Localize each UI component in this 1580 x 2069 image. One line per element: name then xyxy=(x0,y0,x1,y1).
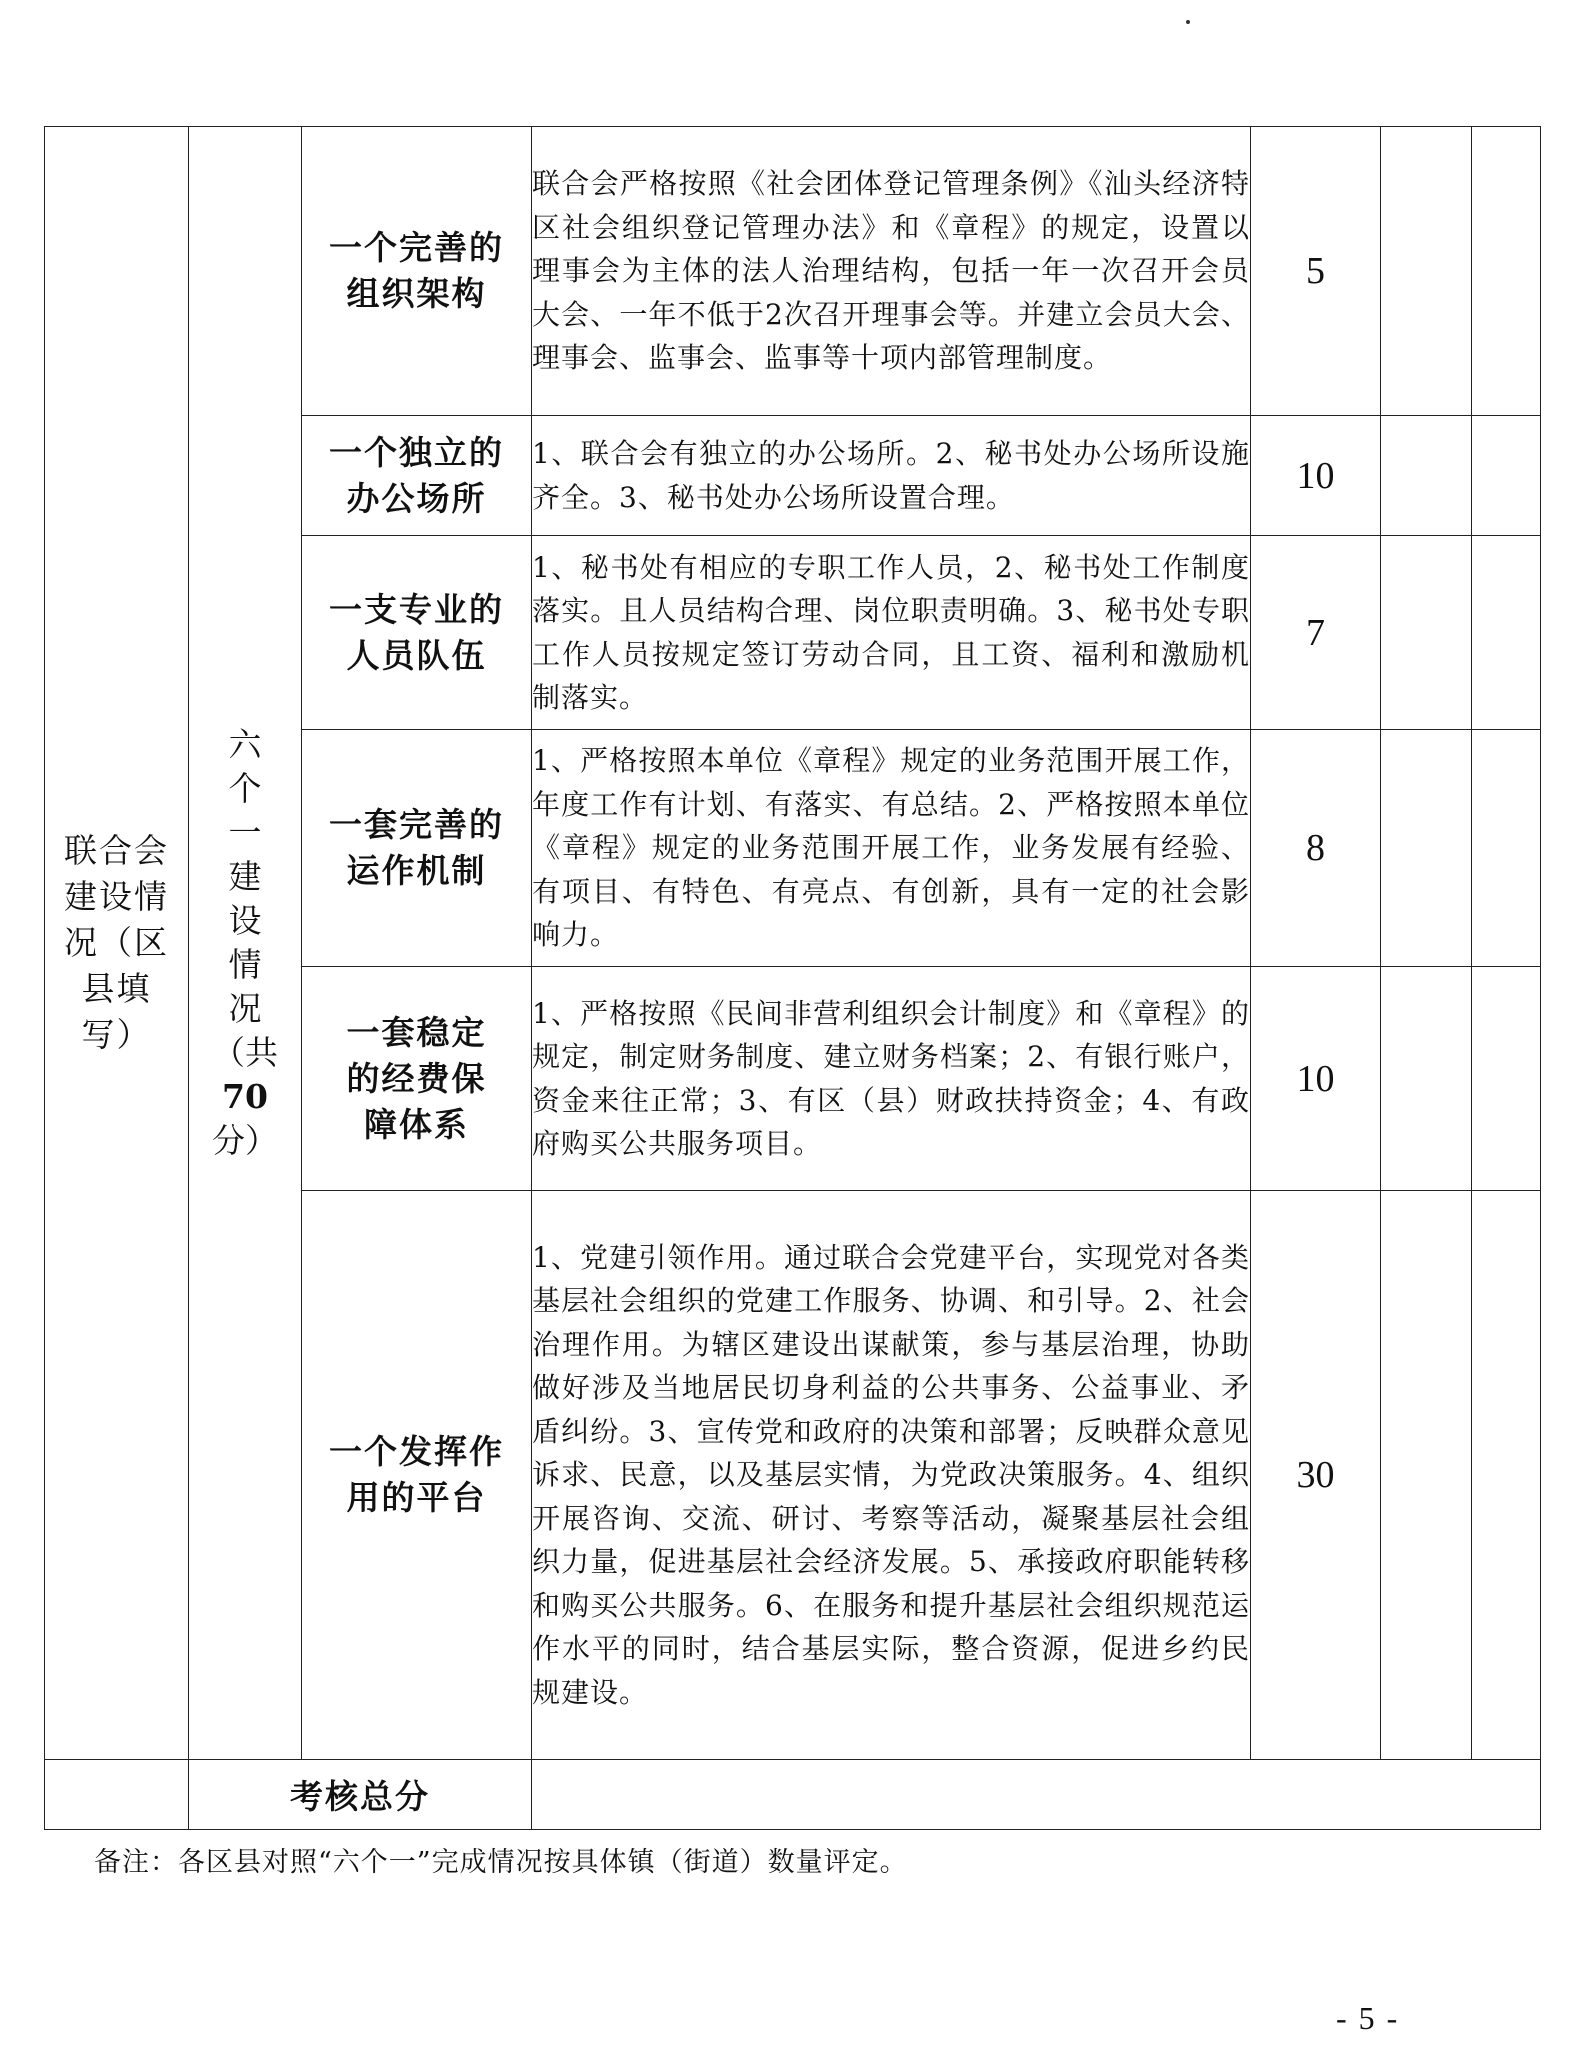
page-number: - 5 - xyxy=(1336,2000,1400,2036)
cell-line: 县填 xyxy=(81,969,152,1008)
cell-line: 联合会 xyxy=(64,831,169,870)
description-cell: 1、严格按照本单位《章程》规定的业务范围开展工作，年度工作有计划、有落实、有总结。2、严格按照本单位《章程》规定的业务范围开展工作，业务发展有经验、有项目、有特色、有亮点、有创新，具有一定的社会影响力。 xyxy=(532,730,1251,967)
cell-line: 设 xyxy=(228,901,262,940)
item-cell xyxy=(302,416,532,536)
score-cell: 10 xyxy=(1251,967,1381,1191)
cell-line: 一个独立的 xyxy=(329,432,504,472)
blank-cell xyxy=(1381,730,1472,967)
score-cell: 5 xyxy=(1251,127,1381,416)
cell-line: （共 xyxy=(212,1033,278,1072)
blank-cell xyxy=(1381,127,1472,416)
score-cell: 8 xyxy=(1251,730,1381,967)
scan-speck xyxy=(1186,20,1190,24)
cell-line: 一套稳定 xyxy=(346,1012,487,1052)
cell-line: 写） xyxy=(81,1015,152,1054)
cell-line: 障体系 xyxy=(364,1104,469,1144)
blank-cell xyxy=(1381,416,1472,536)
description-cell: 1、党建引领作用。通过联合会党建平台，实现党对各类基层社会组织的党建工作服务、协调、和引导。2、社会治理作用。为辖区建设出谋献策，参与基层治理，协助做好涉及当地居民切身利益的公共事务、公益事业、矛盾纠纷。3、宣传党和政府的决策和部署；反映群众意见诉求、民意，以及基层实情，为党政决策服务。4、组织开展咨询、交流、研讨、考察等活动，凝聚基层社会组织力量，促进基层社会经济发展。5、承接政府职能转移和购买公共服务。6、在服务和提升基层社会组织规范运作水平的同时，结合基层实际，整合资源，促进乡约民规建设。 xyxy=(532,1191,1251,1760)
subcategory-cell xyxy=(189,127,302,1760)
cell-line: 70 xyxy=(222,1077,268,1116)
cell-line: 的经费保 xyxy=(346,1058,487,1098)
total-row xyxy=(45,1760,1541,1830)
cell-line: 一 xyxy=(228,813,262,852)
item-cell xyxy=(302,1191,532,1760)
cell-line: 建设情 xyxy=(64,877,169,916)
blank-cell xyxy=(1381,536,1472,730)
blank-cell xyxy=(1472,416,1541,536)
description-cell: 1、联合会有独立的办公场所。2、秘书处办公场所设施齐全。3、秘书处办公场所设置合理。 xyxy=(532,416,1251,536)
cell-line: 办公场所 xyxy=(346,478,487,518)
item-cell xyxy=(302,730,532,967)
cell-line: 分） xyxy=(212,1121,278,1160)
cell-line: 个 xyxy=(228,769,262,808)
description-cell: 1、严格按照《民间非营利组织会计制度》和《章程》的规定，制定财务制度、建立财务档案；2、有银行账户，资金来往正常；3、有区（县）财政扶持资金；4、有政府购买公共服务项目。 xyxy=(532,967,1251,1191)
blank-cell xyxy=(1472,1191,1541,1760)
blank-cell xyxy=(1381,1191,1472,1760)
cell-line: 一个完善的 xyxy=(329,228,504,267)
cell-line: 一支专业的 xyxy=(329,589,504,629)
blank-cell xyxy=(1472,967,1541,1191)
cell-line: 人员队伍 xyxy=(346,635,487,675)
score-cell: 30 xyxy=(1251,1191,1381,1760)
blank-cell xyxy=(1381,967,1472,1191)
blank-cell xyxy=(1472,536,1541,730)
cell-line: 一套完善的 xyxy=(329,805,504,844)
cell-line: 组织架构 xyxy=(346,274,487,313)
item-cell xyxy=(302,536,532,730)
blank-cell xyxy=(1472,127,1541,416)
total-label: 考核总分 xyxy=(189,1760,532,1830)
item-cell xyxy=(302,127,532,416)
category-cell xyxy=(45,127,189,1760)
total-value-cell xyxy=(532,1760,1541,1830)
footnote: 备注：各区县对照“六个一”完成情况按具体镇（街道）数量评定。 xyxy=(94,1847,908,1878)
description-cell: 联合会严格按照《社会团体登记管理条例》《汕头经济特区社会组织登记管理办法》和《章程》的规定，设置以理事会为主体的法人治理结构，包括一年一次召开会员大会、一年不低于2次召开理事会等。并建立会员大会、理事会、监事会、监事等十项内部管理制度。 xyxy=(532,127,1251,416)
description-cell: 1、秘书处有相应的专职工作人员，2、秘书处工作制度落实。且人员结构合理、岗位职责明确。3、秘书处专职工作人员按规定签订劳动合同，且工资、福利和激励机制落实。 xyxy=(532,536,1251,730)
blank-cell xyxy=(45,1760,189,1830)
cell-line: 况（区 xyxy=(64,923,169,962)
table-row xyxy=(45,127,1541,416)
item-cell xyxy=(302,967,532,1191)
cell-line: 况 xyxy=(228,989,262,1028)
evaluation-table xyxy=(44,126,1541,1830)
cell-line: 六 xyxy=(228,725,262,764)
score-cell: 7 xyxy=(1251,536,1381,730)
score-cell: 10 xyxy=(1251,416,1381,536)
cell-line: 运作机制 xyxy=(346,851,487,890)
cell-line: 一个发挥作 xyxy=(329,1432,504,1471)
cell-line: 用的平台 xyxy=(346,1478,487,1517)
cell-line: 建 xyxy=(228,857,262,896)
blank-cell xyxy=(1472,730,1541,967)
cell-line: 情 xyxy=(228,945,262,984)
